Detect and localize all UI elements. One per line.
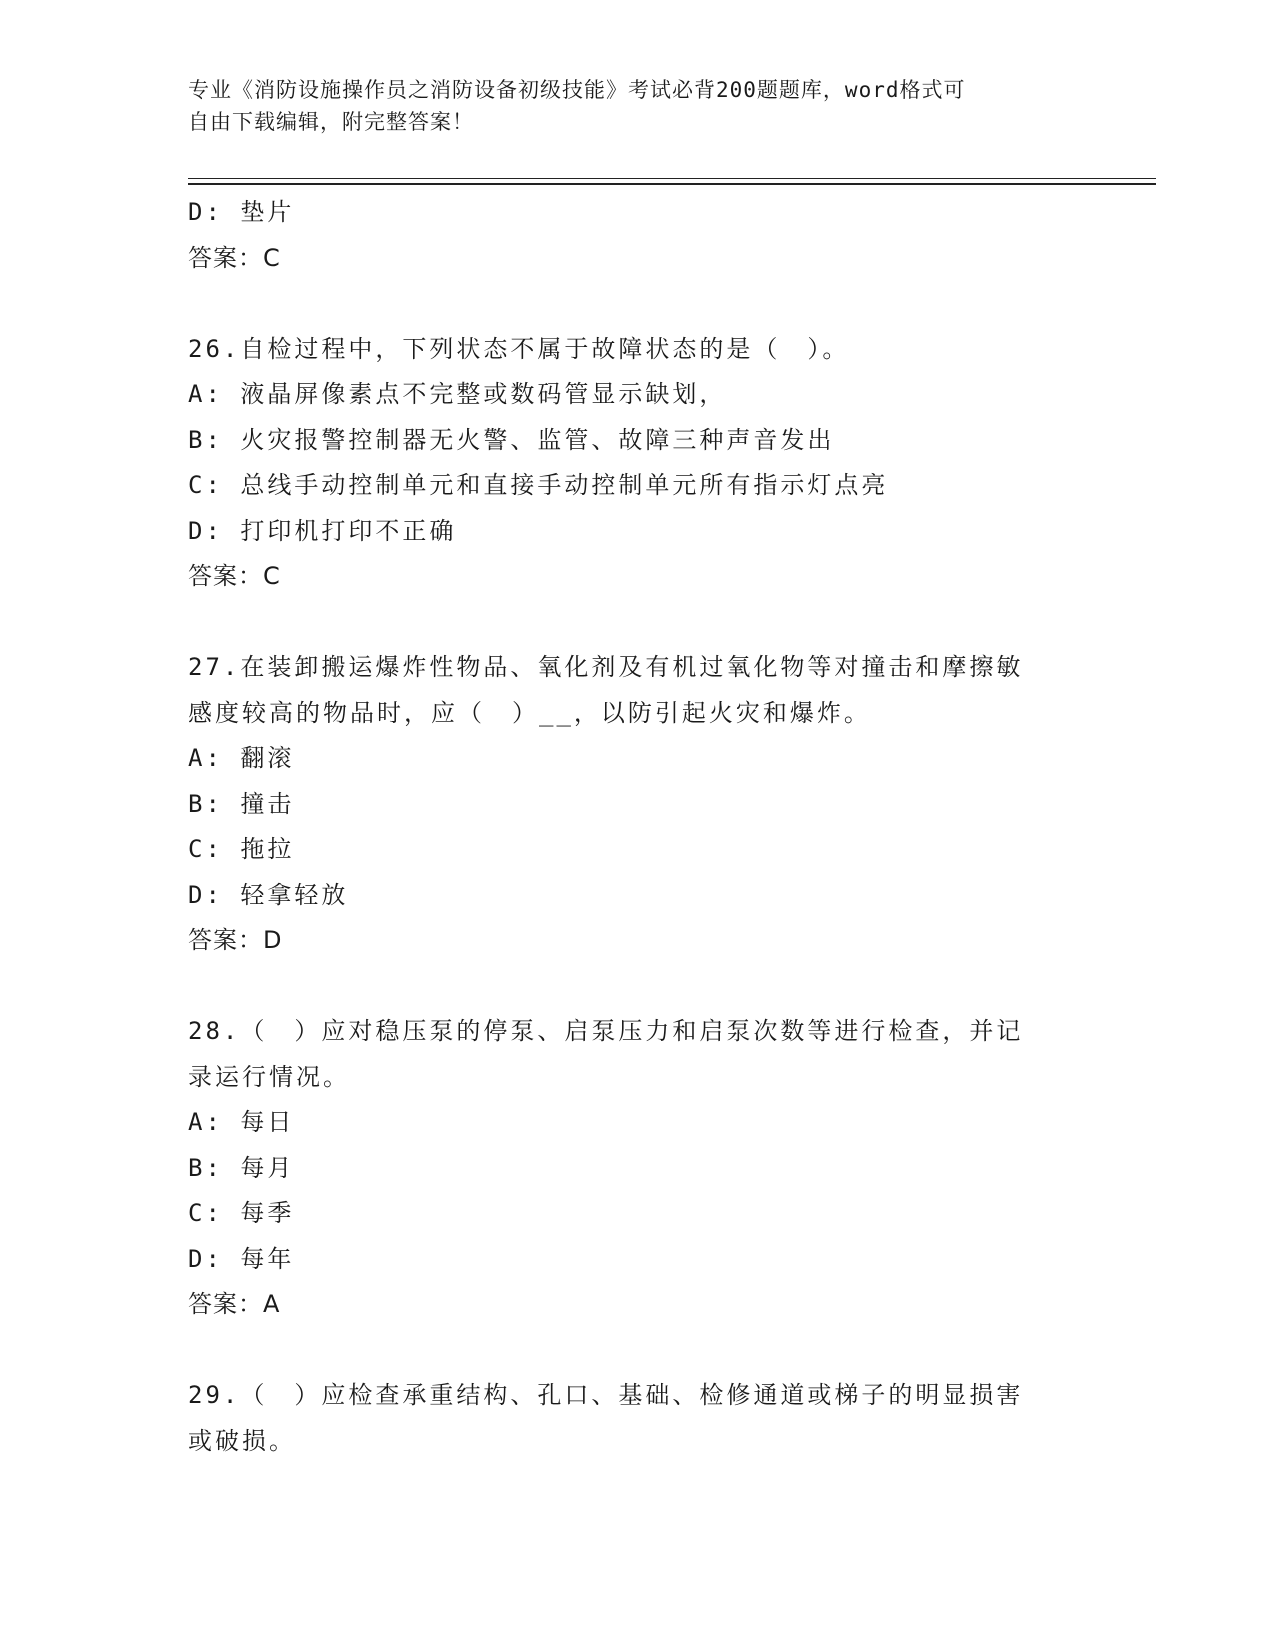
question-27 <box>188 645 1088 964</box>
question-stem-continued: 感度较高的物品时，应（ ）__，以防引起火灾和爆炸。 <box>188 698 871 727</box>
question-stem: 27.在装卸搬运爆炸性物品、氧化剂及有机过氧化物等对撞击和摩擦敏 <box>188 653 1024 681</box>
spacer <box>188 1328 1088 1374</box>
spacer <box>188 281 1088 327</box>
option-b: B: 撞击 <box>188 789 295 818</box>
option-b: B: 火灾报警控制器无火警、监管、故障三种声音发出 <box>188 425 835 454</box>
question-29 <box>188 1373 1088 1464</box>
option-a: A: 每日 <box>188 1108 295 1136</box>
option-d: D: 打印机打印不正确 <box>188 516 457 545</box>
option-d: D: 每年 <box>188 1244 295 1273</box>
option-c: C: 拖拉 <box>188 835 295 863</box>
header-title-line-2: 自由下载编辑，附完整答案！ <box>188 110 474 134</box>
spacer <box>188 600 1088 646</box>
answer-line: 答案：C <box>188 562 281 590</box>
option-c: C: 每季 <box>188 1199 295 1227</box>
question-stem: 29.（ ）应检查承重结构、孔口、基础、检修通道或梯子的明显损害 <box>188 1381 1024 1409</box>
option-b: B: 每月 <box>188 1153 295 1182</box>
question-26 <box>188 327 1088 600</box>
option-a: A: 翻滚 <box>188 744 295 772</box>
header-divider-thick <box>188 183 1156 185</box>
question-28 <box>188 1009 1088 1328</box>
answer-line: 答案：C <box>188 243 281 272</box>
option-a: A: 液晶屏像素点不完整或数码管显示缺划， <box>188 380 727 408</box>
question-stem: 28.（ ）应对稳压泵的停泵、启泵压力和启泵次数等进行检查，并记 <box>188 1017 1024 1045</box>
answer-line: 答案：A <box>188 1290 281 1318</box>
question-list <box>188 190 1088 1464</box>
option-d: D: 轻拿轻放 <box>188 880 349 909</box>
document-header <box>188 74 1068 138</box>
question-stem-continued: 或破损。 <box>188 1426 296 1455</box>
question-stem-continued: 录运行情况。 <box>188 1062 350 1091</box>
option-c: C: 总线手动控制单元和直接手动控制单元所有指示灯点亮 <box>188 471 889 499</box>
option-d: D: 垫片 <box>188 198 295 226</box>
answer-line: 答案：D <box>188 926 283 954</box>
header-title-line-1: 专业《消防设施操作员之消防设备初级技能》考试必背200题题库，word格式可 <box>188 78 966 102</box>
question-25-tail <box>188 190 1088 281</box>
question-stem: 26.自检过程中，下列状态不属于故障状态的是（ ）。 <box>188 334 850 363</box>
header-divider-thin <box>188 178 1156 179</box>
spacer <box>188 964 1088 1010</box>
